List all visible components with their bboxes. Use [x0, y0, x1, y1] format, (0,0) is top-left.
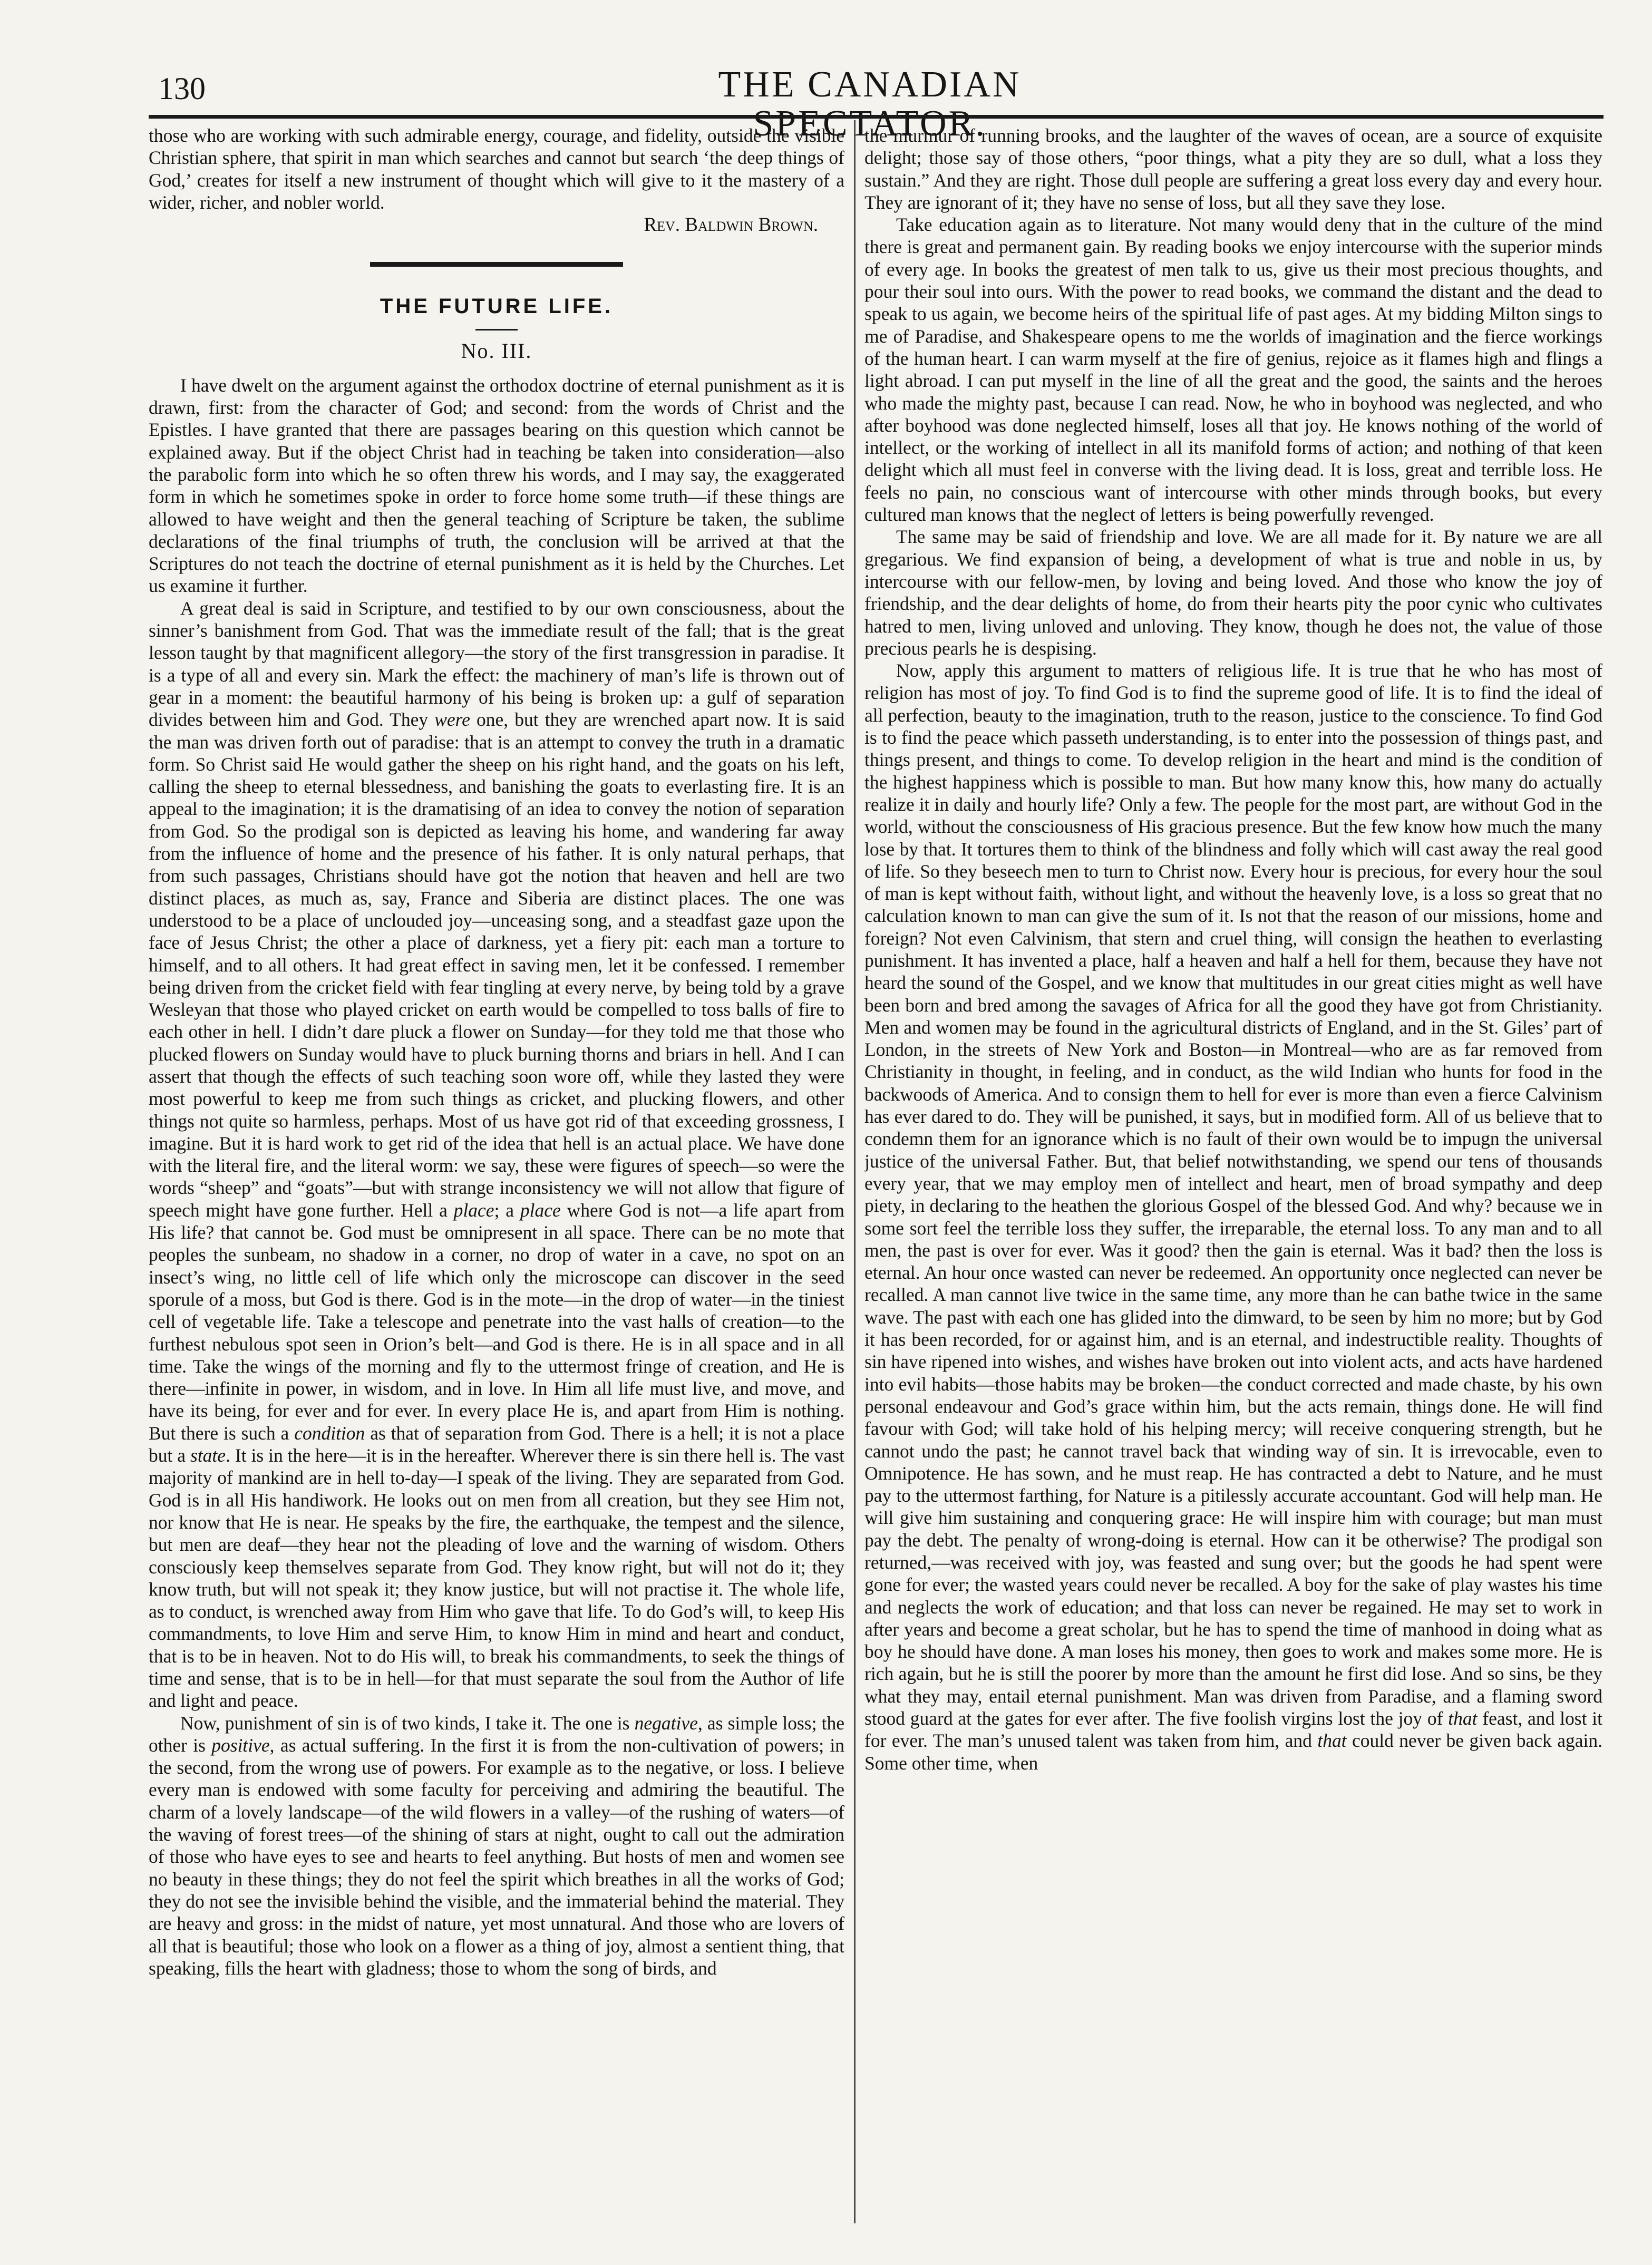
page-number: 130 — [158, 71, 206, 106]
body-paragraph: Now, punishment of sin is of two kinds, I take it. The one is negative, as simple loss; the other is positive, as actual suffering. In the first it is from the non-cultivation of powers; in the second, from the wrong use of powers. For example as to the negative, or loss. I believe every man is endowed with some faculty for perceiving and admiring the beautiful. The charm of a lovely landscape—of the wild flowers in a valley—of the rushing of waters—of the waving of forest trees—of the shining of stars at night, ought to call out the admiration of those who have eyes to see and hearts to feel anything. But hosts of men and women see no beauty in these things; they do not feel the spirit which breathes in all the works of God; they do not see the invisible behind the visible, and the immaterial behind the material. They are heavy and gross: in the midst of nature, yet most unnatural. And those who are lovers of all that is beautiful; those who look on a flower as a thing of joy, almost a sentient thing, that speaking, fills the heart with gladness; those to whom the song of birds, and — [149, 1712, 844, 1979]
emphasis: condition — [294, 1422, 365, 1444]
header-rule — [149, 115, 1604, 119]
right-column — [864, 124, 1602, 2234]
body-paragraph: I have dwelt on the argument against the orthodox doctrine of eternal punishment as it is drawn, first: from the character of God; and second: from the words of Christ and the Epistles. I have granted that there are passages bearing on this question which cannot be explained away. But if the object Christ had in teaching be taken into consideration—also the parabolic form into which he so often threw his words, and I may say, the exaggerated form in which he sometimes spoke in order to force home some truth—if these things are allowed to have weight and then the general teaching of Scripture be taken, the sublime declarations of the final triumphs of truth, the conclusion will be arrived at that the Scriptures do not teach the doctrine of eternal punishment as it is held by the Churches. Let us examine it further. — [149, 374, 844, 597]
article-number: No. III. — [461, 339, 532, 363]
article-title: THE FUTURE LIFE. — [380, 295, 614, 318]
signature: Rev. Baldwin Brown. — [644, 214, 818, 236]
emphasis: that — [1448, 1708, 1478, 1729]
emphasis: place — [453, 1199, 494, 1221]
column-divider — [854, 120, 856, 2223]
emphasis: positive — [211, 1734, 270, 1756]
body-paragraph: Take education again as to literature. Not many would deny that in the culture of the mind there is great and permanent gain. By reading books we enjoy intercourse with the superior minds of every age. In books the greatest of men talk to us, give us their most precious thoughts, and pour their soul into ours. With the power to read books, we command the distant and the dead to speak to us again, we become heirs of the spiritual life of past ages. At my bidding Milton sings to me of Paradise, and Shakespeare opens to me the worlds of imagination and the fierce workings of the human heart. I can warm myself at the fire of genius, rejoice as it flames high and flings a light abroad. I can put myself in the line of all the great and the good, the saints and the heroes who made the mighty past, because I can read. Now, he who in boyhood was neglected, and who after boyhood was done neglected himself, loses all that joy. He knows nothing of the world of intellect, or the working of intellect in all its manifold forms of action; and nothing of that keen delight which all must feel in converse with the living dead. It is loss, great and terrible loss. He feels no pain, no conscious want of intercourse with other minds through books, but every cultured man knows that the neglect of letters is being powerfully revenged. — [864, 214, 1602, 526]
emphasis: negative — [634, 1712, 698, 1734]
body-paragraph: Now, apply this argument to matters of religious life. It is true that he who has most of religion has most of joy. To find God is to find the supreme good of life. It is to find the ideal of all perfection, beauty to the imagination, truth to the reason, justice to the conscience. To find God is to find the peace which passeth understanding, is to enter into the possession of things past, and things present, and things to come. To develop religion in the heart and mind is the condition of the highest happiness which is possible to man. But how many know this, how many do actually realize it in daily and hourly life? Only a few. The people for the most part, are without God in the world, without the consciousness of His gracious presence. But the few know how much the many lose by that. It tortures them to think of the blindness and folly which will cast away the real good of life. So they beseech men to turn to Christ now. Every hour is precious, for every hour the soul of man is kept without faith, without light, and without the heavenly love, is a loss so great that no calculation known to man can give the sum of it. Is not that the reason of our missions, home and foreign? Not even Calvinism, that stern and cruel thing, will consign the heathen to everlasting punishment. It has invented a place, half a heaven and half a hell for them, because they have not heard the sound of the Gospel, and we know that multitudes in our great cities might as well have been born and bred among the savages of Africa for all the good they have got from Christianity. Men and women may be found in the agricultural districts of England, and in the St. Giles’ part of London, in the streets of New York and Boston—in Montreal—who are as far removed from Christianity in thought, in feeling, and in conduct, as the wild Indian who hunts for food in the backwoods of America. And to consign them to hell for ever is more than even a fierce Calvinism has ever dared to do. They will be punished, it says, but in modified form. All of us believe that to condemn them for an ignorance which is no fault of their own would be to impugn the universal justice of the universal Father. But, that belief notwithstanding, we spend our tens of thousands every year, that we may employ men of intellect and heart, men of broad sympathy and deep piety, in declaring to the heathen the glorious Gospel of the blessed God. And why? because we in some sort feel the terrible loss they suffer, the irreparable, the eternal loss. To any man and to all men, the past is over for ever. Was it good? then the gain is eternal. Was it bad? then the loss is eternal. An hour once wasted can never be redeemed. An opportunity once neglected can never be recalled. A man cannot live twice in the same time, any more than he can bathe twice in the same wave. The past with each one has glided into the dimward, to be seen by him no more; but by God it has been recorded, for or against him, and is an eternal, and indestructible reality. Thoughts of sin have ripened into wishes, and wishes have broken out into violent acts, and acts have hardened into evil habits—those habits may be broken—the conduct corrected and made chaste, by his own personal endeavour and God’s grace within him, but the acts remain, things done. He will find favour with God; will take hold of his helping mercy; will receive conquering strength, but he cannot undo the past; he cannot travel back that winding way of sin. It is irrevocable, even to Omnipotence. He has sown, and he must reap. He has contracted a debt to Nature, and he must pay to the uttermost farthing, for Nature is a pitilessly accurate accountant. God will help man. He will give him sustaining and conquering grace: He will inspire him with courage; but man must pay the debt. The penalty of wrong-doing is eternal. How can it be otherwise? The prodigal son returned,—was received with joy, was feasted and sung over; but the goods he had spent were gone for ever; the wasted years could never be recalled. A boy for the sake of play wastes his time and neglects the work of education; and that loss can never be regained. He may set to work in after years and become a great scholar, but he has to spend the time of manhood in doing what as boy he should have done. A man loses his money, then goes to work and makes some more. He is rich again, but he is still the poorer by more than the amount he first did lose. And so sins, be they what they may, entail eternal punishment. Man was driven from Paradise, and a flaming sword stood guard at the gates for ever after. The five foolish virgins lost the joy of that feast, and lost it for ever. The man’s unused talent was taken from him, and that could never be given back again. Some other time, when — [864, 660, 1602, 1774]
body-paragraph: the murmur of running brooks, and the laughter of the waves of ocean, are a source of exquisite delight; those say of those others, “poor things, what a pity they are so dull, what a loss they sustain.” And they are right. Those dull people are suffering a great loss every day and every hour. They are ignorant of it; they have no sense of loss, but all they save they lose. — [864, 125, 1602, 213]
intro-paragraph: those who are working with such admirable energy, courage, and fidelity, outside the visible Christian sphere, that spirit in man which searches and cannot but search ‘the deep things of God,’ creates for itself a new instrument of thought which will give to it the mastery of a wider, richer, and nobler world. — [149, 125, 844, 213]
emphasis: state — [190, 1445, 226, 1466]
left-column — [149, 124, 844, 2234]
emphasis: place — [520, 1199, 561, 1221]
body-paragraph: The same may be said of friendship and love. We are all made for it. By nature we are all gregarious. We find expansion of being, a development of what is true and noble in us, by intercourse with our fellow-men, by loving and being loved. And those who know the joy of friendship, and the dear delights of home, do from their hearts pity the poor cynic who cultivates hatred to men, living unloved and unloving. They know, though he does not, the value of those precious pearls he is despising. — [864, 526, 1602, 659]
masthead-title: THE CANADIAN SPECTATOR. — [718, 64, 1022, 144]
title-short-rule — [475, 329, 518, 330]
section-divider-rule — [370, 262, 623, 267]
emphasis: were — [434, 709, 470, 731]
emphasis: that — [1317, 1730, 1347, 1752]
body-paragraph: A great deal is said in Scripture, and testified to by our own consciousness, about the sinner’s banishment from God. That was the immediate result of the fall; that is the great lesson taught by that magnificent allegory—the story of the first transgression in paradise. It is a type of all and every sin. Mark the effect: the machinery of man’s life is thrown out of gear in a moment: the beautiful harmony of his being is broken up: a gulf of separation divides between him and God. They were one, but they are wrenched apart now. It is said the man was driven forth out of paradise: that is an attempt to convey the truth in a dramatic form. So Christ said He would gather the sheep on his right hand, and the goats on his left, calling the sheep to eternal blessedness, and banishing the goats to everlasting fire. It is an appeal to the imagination; it is the dramatising of an idea to convey the notion of separation from God. So the prodigal son is depicted as leaving his home, and wandering far away from the influence of home and the presence of his father. It is only natural perhaps, that from such passages, Christians should have got the notion that heaven and hell are two distinct places, as much as, say, France and Siberia are distinct places. The one was understood to be a place of unclouded joy—unceasing song, and a steadfast gaze upon the face of Jesus Christ; the other a place of darkness, yet a fiery pit: each man a torture to himself, and to all others. It had great effect in saving men, let it be confessed. I remember being driven from the cricket field with fear tingling at every nerve, by being told by a grave Wesleyan that those who played cricket on earth would be compelled to toss balls of fire to each other in hell. I didn’t dare pluck a flower on Sunday—for they told me that those who plucked flowers on Sunday would have to pluck burning thorns and briars in hell. And I can assert that though the effects of such teaching soon wore off, while they lasted they were most powerful to keep me from such things as cricket, and plucking flowers, and other things not quite so harmless, perhaps. Most of us have got rid of that exceeding grossness, I imagine. But it is hard work to get rid of the idea that hell is an actual place. We have done with the literal fire, and the literal worm: we say, these were figures of speech—so were the words “sheep” and “goats”—but with strange inconsistency we will not allow that figure of speech might have gone further. Hell a place; a place where God is not—a life apart from His life? that cannot be. God must be omnipresent in all space. There can be no mote that peoples the sunbeam, no shadow in a corner, no drop of water in a cave, no spot on an insect’s wing, no little cell of life which only the microscope can discover in the seed sporule of a moss, but God is there. God is in the mote—in the drop of water—in the tiniest cell of vegetable life. Take a telescope and penetrate into the vast halls of creation—to the furthest nebulous spot seen in Orion’s belt—and God is there. He is in all space and in all time. Take the wings of the morning and fly to the uttermost fringe of creation, and He is there—infinite in power, in wisdom, and in love. In Him all life must live, and move, and have its being, for ever and for ever. In every place He is, and apart from Him is nothing. But there is such a condition as that of separation from God. There is a hell; it is not a place but a state. It is in the here—it is in the hereafter. Wherever there is sin there hell is. The vast majority of mankind are in hell to-day—I speak of the living. They are separated from God. God is in all His handiwork. He looks out on men from all creation, but they see Him not, nor know that He is near. He speaks by the fire, the earthquake, the tempest and the silence, but men are deaf—they hear not the pleading of love and the warning of wisdom. Others consciously keep themselves separate from God. They know right, but will not do it; they know truth, but will not speak it; they know justice, but will not practise it. The whole life, as to conduct, is wrenched away from Him who gave that life. To do God’s will, to keep His commandments, to love Him and serve Him, to know Him in mind and heart and conduct, that is to be in heaven. Not to do His will, to break his commandments, to seek the things of time and sense, that is to be in hell—for that must separate the soul from the Author of life and light and peace. — [149, 597, 844, 1712]
